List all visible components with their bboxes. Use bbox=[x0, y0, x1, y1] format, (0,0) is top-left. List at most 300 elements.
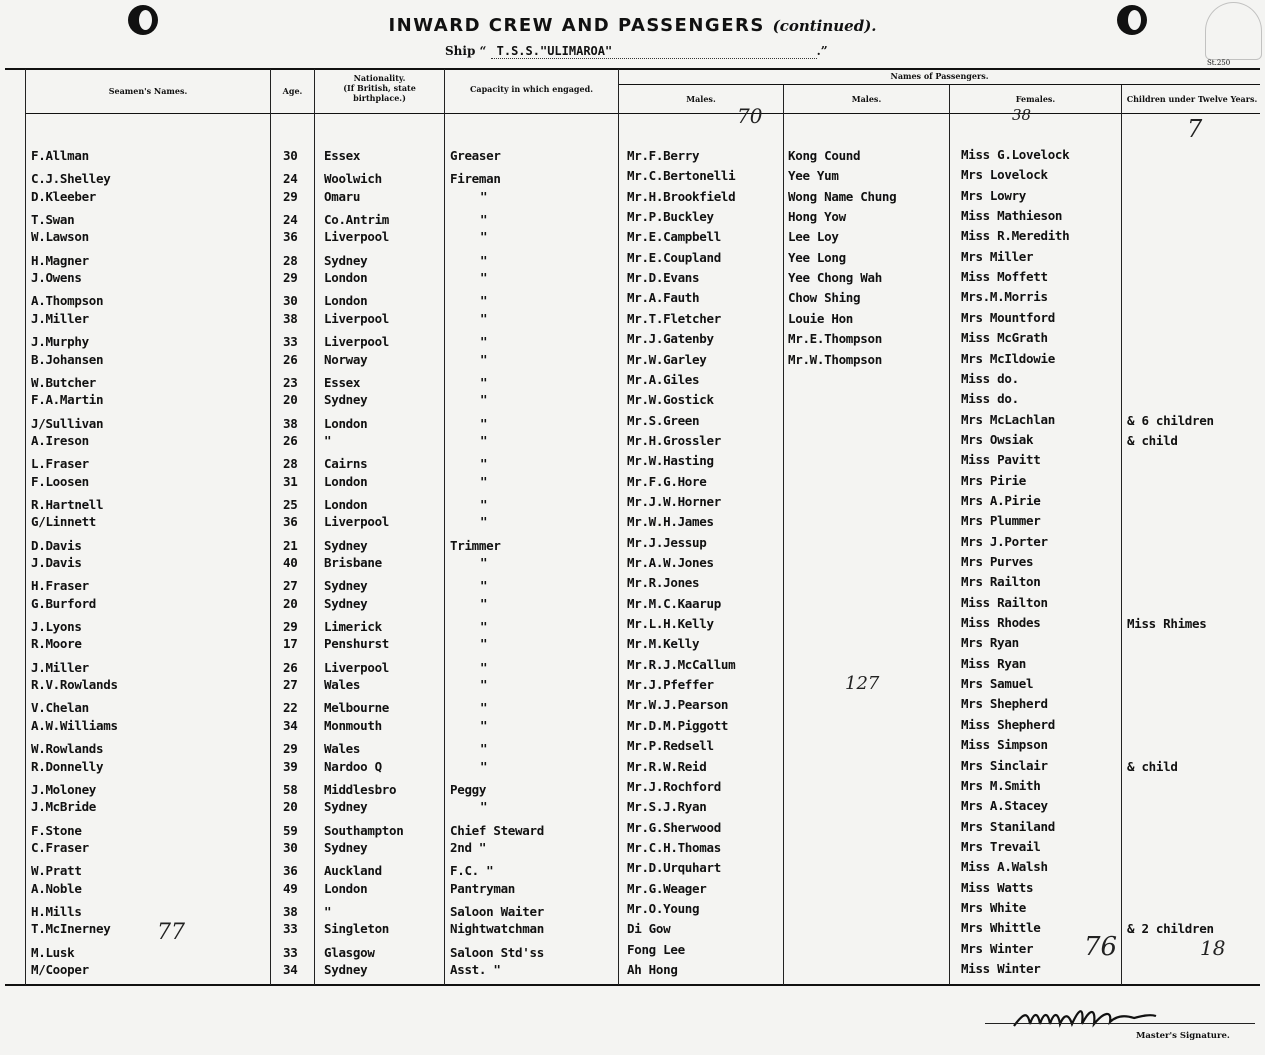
male-passenger: Mr.P.Buckley bbox=[627, 209, 714, 225]
male-passenger: Mr.G.Sherwood bbox=[627, 819, 721, 835]
header-bottom-rule bbox=[25, 113, 1260, 114]
male-passenger-2: Yee Long bbox=[788, 249, 846, 265]
title-continued: (continued). bbox=[772, 17, 877, 35]
ship-name: T.S.S."ULIMAROA" bbox=[491, 44, 817, 59]
male-passenger: Mr.F.Berry bbox=[627, 148, 700, 163]
female-passenger: Mrs Shepherd bbox=[961, 696, 1048, 712]
crew-name: R.Donnelly bbox=[31, 758, 104, 774]
crew-nationality: London bbox=[324, 293, 368, 309]
crew-name: T.McInerney bbox=[31, 921, 111, 937]
crew-name: R.Moore bbox=[31, 636, 82, 652]
crew-age: 30 bbox=[283, 839, 298, 855]
male-passenger: Mr.J.Rochford bbox=[627, 778, 721, 794]
crew-age: 58 bbox=[283, 781, 298, 797]
crew-capacity: " bbox=[480, 351, 488, 367]
male-passenger: Mr.D.Evans bbox=[627, 270, 700, 286]
crew-capacity: " bbox=[480, 415, 488, 431]
crew-capacity: " bbox=[480, 659, 488, 675]
crew-nationality: Melbourne bbox=[324, 700, 390, 716]
table-bottom-rule bbox=[5, 984, 1260, 986]
crew-name: G/Linnett bbox=[31, 514, 97, 530]
crew-age: 33 bbox=[283, 334, 298, 350]
crew-capacity: " bbox=[480, 374, 488, 390]
female-passenger: Mrs Samuel bbox=[961, 676, 1034, 692]
handwritten-males-count: 70 bbox=[737, 104, 763, 128]
form-number: St.250 bbox=[1207, 59, 1231, 67]
female-passenger: Miss A.Walsh bbox=[961, 859, 1048, 875]
female-passenger: Mrs A.Stacey bbox=[961, 798, 1048, 814]
male-passenger: Mr.O.Young bbox=[627, 900, 700, 916]
female-passenger: Miss Simpson bbox=[961, 737, 1048, 753]
male-passenger-2: Wong Name Chung bbox=[788, 188, 897, 204]
male-passenger-2: Kong Cound bbox=[788, 148, 861, 163]
male-passenger: Mr.W.Gostick bbox=[627, 392, 714, 408]
handwritten-mark: 127 bbox=[845, 673, 880, 694]
female-passenger: Miss R.Meredith bbox=[961, 228, 1070, 244]
crew-nationality: London bbox=[324, 270, 368, 286]
female-passenger: Mrs Staniland bbox=[961, 818, 1055, 834]
crew-nationality: Sydney bbox=[324, 839, 368, 855]
passenger-subheader-rule bbox=[618, 84, 1260, 85]
crew-nationality: Limerick bbox=[324, 619, 382, 635]
crew-name: F.A.Martin bbox=[31, 392, 104, 408]
female-passenger: Miss G.Lovelock bbox=[961, 147, 1070, 162]
crew-age: 26 bbox=[283, 432, 298, 448]
male-passenger: Mr.F.G.Hore bbox=[627, 473, 707, 489]
male-passenger: Mr.P.Redsell bbox=[627, 738, 714, 754]
crew-nationality: Sydney bbox=[324, 962, 368, 977]
crew-capacity: Trimmer bbox=[450, 537, 501, 553]
male-passenger: Mr.G.Weager bbox=[627, 880, 707, 896]
page-title bbox=[0, 15, 1265, 36]
crew-nationality: London bbox=[324, 496, 368, 512]
crew-capacity: " bbox=[480, 578, 488, 594]
female-passenger: Miss Winter bbox=[961, 961, 1041, 976]
crew-age: 30 bbox=[283, 293, 298, 309]
crew-name: A.Ireson bbox=[31, 432, 89, 448]
crew-nationality: Sydney bbox=[324, 595, 368, 611]
female-passenger: Mrs A.Pirie bbox=[961, 492, 1041, 508]
crew-nationality: London bbox=[324, 473, 368, 489]
female-passenger: Mrs M.Smith bbox=[961, 777, 1041, 793]
crew-name: D.Davis bbox=[31, 537, 82, 553]
male-passenger-2: Mr.E.Thompson bbox=[788, 331, 882, 347]
male-passenger: Mr.J.Jessup bbox=[627, 534, 707, 550]
crew-nationality: Liverpool bbox=[324, 310, 390, 326]
female-passenger: Mrs Lovelock bbox=[961, 167, 1048, 183]
crew-nationality: London bbox=[324, 415, 368, 431]
signature-line bbox=[985, 1023, 1255, 1024]
male-passenger: Mr.M.C.Kaarup bbox=[627, 595, 721, 611]
crew-name: W.Pratt bbox=[31, 863, 82, 879]
female-passenger: Mrs McLachlan bbox=[961, 411, 1055, 427]
female-passenger: Mrs Trevail bbox=[961, 838, 1041, 854]
crew-nationality: Liverpool bbox=[324, 514, 390, 530]
female-passenger: Mrs White bbox=[961, 899, 1027, 915]
female-passenger: Miss Watts bbox=[961, 879, 1034, 895]
male-passenger: Mr.T.Fletcher bbox=[627, 310, 721, 326]
crew-capacity: " bbox=[480, 310, 488, 326]
crew-capacity: " bbox=[480, 270, 488, 286]
crew-capacity: " bbox=[480, 334, 488, 350]
crew-name: T.Swan bbox=[31, 212, 75, 228]
crew-name: M/Cooper bbox=[31, 962, 89, 977]
male-passenger: Mr.D.M.Piggott bbox=[627, 717, 729, 733]
crew-age: 26 bbox=[283, 351, 298, 367]
male-passenger: Mr.A.Giles bbox=[627, 371, 700, 387]
crew-capacity: " bbox=[480, 595, 488, 611]
female-passenger: Mrs Lowry bbox=[961, 187, 1027, 203]
crew-age: 38 bbox=[283, 415, 298, 431]
table-top-rule bbox=[5, 68, 1260, 70]
crew-name: J.Miller bbox=[31, 659, 89, 675]
male-passenger: Mr.C.Bertonelli bbox=[627, 168, 736, 184]
crew-age: 23 bbox=[283, 374, 298, 390]
column-divider bbox=[618, 69, 619, 985]
crew-age: 27 bbox=[283, 578, 298, 594]
crew-age: 20 bbox=[283, 595, 298, 611]
crew-age: 27 bbox=[283, 677, 298, 693]
female-passenger: Mrs Mountford bbox=[961, 309, 1055, 325]
crew-name: R.Hartnell bbox=[31, 496, 104, 512]
male-passenger: Mr.W.H.James bbox=[627, 514, 714, 530]
crew-age: 34 bbox=[283, 717, 298, 733]
crew-nationality: Essex bbox=[324, 374, 361, 390]
crew-nationality: Sydney bbox=[324, 578, 368, 594]
crew-age: 59 bbox=[283, 822, 298, 838]
crew-age: 28 bbox=[283, 252, 298, 268]
female-passenger: Mrs Winter bbox=[961, 940, 1034, 956]
crew-capacity: " bbox=[480, 758, 488, 774]
crew-age: 49 bbox=[283, 880, 298, 896]
crew-name: J.Miller bbox=[31, 310, 89, 326]
header-passengers: Names of Passengers. bbox=[890, 71, 989, 81]
male-passenger: Mr.L.H.Kelly bbox=[627, 616, 714, 632]
handwritten-female-total: 76 bbox=[1084, 932, 1118, 962]
female-passenger: Miss Mathieson bbox=[961, 208, 1063, 224]
female-passenger: Miss Ryan bbox=[961, 655, 1027, 671]
crew-capacity: " bbox=[480, 514, 488, 530]
crew-nationality: Singleton bbox=[324, 921, 390, 937]
column-divider bbox=[949, 85, 950, 985]
crew-nationality: Omaru bbox=[324, 188, 361, 204]
crew-age: 29 bbox=[283, 741, 298, 757]
female-passenger: Mrs Plummer bbox=[961, 513, 1041, 529]
crew-nationality: Sydney bbox=[324, 799, 368, 815]
crew-nationality: Liverpool bbox=[324, 659, 390, 675]
male-passenger-2: Yee Chong Wah bbox=[788, 270, 882, 286]
crew-name: F.Stone bbox=[31, 822, 82, 838]
crew-capacity: " bbox=[480, 636, 488, 652]
crew-nationality: Sydney bbox=[324, 252, 368, 268]
male-passenger: Mr.J.W.Horner bbox=[627, 493, 721, 509]
column-divider bbox=[1121, 85, 1122, 985]
crew-name: J.McBride bbox=[31, 799, 97, 815]
crew-name: W.Rowlands bbox=[31, 741, 104, 757]
header-males-1: Males. bbox=[686, 94, 716, 104]
crew-capacity: 2nd " bbox=[450, 839, 487, 855]
crew-nationality: Auckland bbox=[324, 863, 382, 879]
male-passenger: Mr.S.J.Ryan bbox=[627, 799, 707, 815]
column-divider bbox=[270, 69, 271, 985]
crew-capacity: " bbox=[480, 392, 488, 408]
male-passenger: Fong Lee bbox=[627, 941, 685, 957]
male-passenger-2: Hong Yow bbox=[788, 209, 846, 225]
signature-label: Master's Signature. bbox=[1136, 1031, 1230, 1041]
crew-name: V.Chelan bbox=[31, 700, 89, 716]
crew-age: 30 bbox=[283, 148, 298, 163]
male-passenger-2: Mr.W.Thompson bbox=[788, 351, 882, 367]
male-passenger-2: Lee Loy bbox=[788, 229, 839, 245]
crew-capacity: " bbox=[480, 741, 488, 757]
crew-nationality: London bbox=[324, 880, 368, 896]
crew-capacity: " bbox=[480, 456, 488, 472]
female-passenger: Mrs Sinclair bbox=[961, 757, 1048, 773]
header-females: Females. bbox=[1015, 94, 1056, 104]
crew-nationality: Essex bbox=[324, 148, 361, 163]
crew-capacity: Greaser bbox=[450, 148, 501, 163]
crew-capacity: " bbox=[480, 700, 488, 716]
crew-name: J.Lyons bbox=[31, 619, 82, 635]
female-passenger: Mrs Whittle bbox=[961, 920, 1041, 936]
female-passenger: Miss Rhodes bbox=[961, 615, 1041, 631]
master-signature-scrawl bbox=[1010, 1004, 1160, 1032]
crew-capacity: " bbox=[480, 799, 488, 815]
header-age: Age. bbox=[282, 86, 303, 96]
crew-name: C.J.Shelley bbox=[31, 171, 111, 187]
female-passenger: Miss McGrath bbox=[961, 330, 1048, 346]
male-passenger-2: Yee Yum bbox=[788, 168, 839, 184]
children-note: & child bbox=[1127, 432, 1178, 448]
title-text: INWARD CREW AND PASSENGERS bbox=[388, 15, 765, 36]
female-passenger: Mrs Miller bbox=[961, 248, 1034, 264]
crew-capacity: Nightwatchman bbox=[450, 921, 544, 937]
crew-capacity: " bbox=[480, 619, 488, 635]
crew-nationality: Sydney bbox=[324, 392, 368, 408]
crew-name: M.Lusk bbox=[31, 944, 75, 960]
male-passenger: Mr.J.Gatenby bbox=[627, 331, 714, 347]
crew-name: A.Thompson bbox=[31, 293, 104, 309]
male-passenger: Mr.E.Coupland bbox=[627, 249, 721, 265]
crew-name: C.Fraser bbox=[31, 839, 89, 855]
crew-age: 36 bbox=[283, 863, 298, 879]
crew-age: 36 bbox=[283, 514, 298, 530]
crew-nationality: Middlesbro bbox=[324, 781, 397, 797]
male-passenger: Mr.J.Pfeffer bbox=[627, 677, 714, 693]
crew-age: 29 bbox=[283, 619, 298, 635]
female-passenger: Mrs J.Porter bbox=[961, 533, 1048, 549]
crew-capacity: " bbox=[480, 555, 488, 570]
header-capacity: Capacity in which engaged. bbox=[470, 84, 593, 94]
female-passenger: Mrs Purves bbox=[961, 554, 1034, 569]
crew-name: H.Fraser bbox=[31, 578, 89, 594]
female-passenger: Miss Pavitt bbox=[961, 452, 1041, 468]
female-passenger: Miss Moffett bbox=[961, 269, 1048, 285]
crew-age: 24 bbox=[283, 212, 298, 228]
ship-line bbox=[445, 44, 828, 59]
female-passenger: Mrs McIldowie bbox=[961, 350, 1055, 366]
crew-capacity: " bbox=[480, 432, 488, 448]
header-children: Children under Twelve Years. bbox=[1126, 94, 1258, 104]
crew-capacity: " bbox=[480, 293, 488, 309]
crew-nationality: Brisbane bbox=[324, 555, 382, 570]
male-passenger-2: Louie Hon bbox=[788, 310, 854, 326]
crew-name: A.W.Williams bbox=[31, 717, 118, 733]
crew-age: 38 bbox=[283, 903, 298, 919]
crew-nationality: Wales bbox=[324, 677, 361, 693]
male-passenger: Mr.C.H.Thomas bbox=[627, 839, 721, 855]
crew-age: 36 bbox=[283, 229, 298, 245]
crew-age: 29 bbox=[283, 270, 298, 286]
crew-name: W.Lawson bbox=[31, 229, 89, 245]
male-passenger: Ah Hong bbox=[627, 962, 678, 977]
ship-label: Ship bbox=[445, 44, 476, 58]
header-males-2: Males. bbox=[851, 94, 882, 104]
header-seamen: Seamen's Names. bbox=[108, 86, 188, 96]
crew-age: 38 bbox=[283, 310, 298, 326]
crew-age: 20 bbox=[283, 799, 298, 815]
crew-nationality: Nardoo Q bbox=[324, 758, 382, 774]
male-passenger: Di Gow bbox=[627, 921, 671, 937]
crew-capacity: Asst. " bbox=[450, 962, 501, 977]
crew-name: L.Fraser bbox=[31, 456, 89, 472]
crew-age: 31 bbox=[283, 473, 298, 489]
crew-name: W.Butcher bbox=[31, 374, 97, 390]
crew-capacity: " bbox=[480, 677, 488, 693]
crew-name: F.Loosen bbox=[31, 473, 89, 489]
crew-name: J.Murphy bbox=[31, 334, 89, 350]
crew-capacity: Fireman bbox=[450, 171, 501, 187]
crew-capacity: " bbox=[480, 188, 488, 204]
crew-nationality: Wales bbox=[324, 741, 361, 757]
male-passenger: Mr.H.Grossler bbox=[627, 432, 721, 448]
crew-capacity: F.C. " bbox=[450, 863, 494, 879]
crew-name: J/Sullivan bbox=[31, 415, 104, 431]
column-divider bbox=[783, 85, 784, 985]
handwritten-children-count: 7 bbox=[1187, 115, 1203, 143]
crew-nationality: Woolwich bbox=[324, 171, 382, 187]
male-passenger: Mr.A.W.Jones bbox=[627, 555, 714, 570]
male-passenger: Mr.H.Brookfield bbox=[627, 188, 736, 204]
crew-capacity: " bbox=[480, 496, 488, 512]
crew-age: 25 bbox=[283, 496, 298, 512]
crew-age: 21 bbox=[283, 537, 298, 553]
header-nationality-note: (If British, state birthplace.) bbox=[343, 83, 416, 103]
crew-capacity: Peggy bbox=[450, 781, 487, 797]
crew-age: 34 bbox=[283, 962, 298, 977]
crew-age: 33 bbox=[283, 944, 298, 960]
children-note: & 2 children bbox=[1127, 921, 1214, 937]
crew-capacity: Saloon Waiter bbox=[450, 903, 544, 919]
crew-capacity: Saloon Std'ss bbox=[450, 944, 544, 960]
children-note: & child bbox=[1127, 758, 1178, 774]
male-passenger-2: Chow Shing bbox=[788, 290, 861, 306]
female-passenger: Miss do. bbox=[961, 391, 1019, 407]
crew-age: 22 bbox=[283, 700, 298, 716]
crew-nationality: Southampton bbox=[324, 822, 404, 838]
ship-open-quote: “ bbox=[479, 44, 487, 58]
crew-nationality: " bbox=[324, 903, 332, 919]
header-nationality-label: Nationality. bbox=[353, 73, 406, 83]
crew-age: 20 bbox=[283, 392, 298, 408]
crew-age: 17 bbox=[283, 636, 298, 652]
crew-nationality: Norway bbox=[324, 351, 368, 367]
crew-age: 33 bbox=[283, 921, 298, 937]
female-passenger: Miss do. bbox=[961, 370, 1019, 386]
crew-nationality: Cairns bbox=[324, 456, 368, 472]
handwritten-females-count: 38 bbox=[1012, 106, 1032, 124]
crew-age: 24 bbox=[283, 171, 298, 187]
crew-nationality: Monmouth bbox=[324, 717, 382, 733]
column-divider bbox=[444, 69, 445, 985]
male-passenger: Mr.W.Hasting bbox=[627, 453, 714, 469]
crew-age: 40 bbox=[283, 555, 298, 570]
column-divider bbox=[314, 69, 315, 985]
crew-nationality: " bbox=[324, 432, 332, 448]
crew-capacity: " bbox=[480, 473, 488, 489]
column-divider bbox=[25, 69, 26, 985]
male-passenger: Mr.A.Fauth bbox=[627, 290, 700, 306]
handwritten-crew-count: 77 bbox=[157, 920, 185, 945]
crew-name: J.Moloney bbox=[31, 781, 97, 797]
crew-age: 26 bbox=[283, 659, 298, 675]
crew-nationality: Co.Antrim bbox=[324, 212, 390, 228]
female-passenger: Mrs Railton bbox=[961, 574, 1041, 590]
crew-age: 29 bbox=[283, 188, 298, 204]
male-passenger: Mr.E.Campbell bbox=[627, 229, 721, 245]
crew-name: B.Johansen bbox=[31, 351, 104, 367]
children-note: & 6 children bbox=[1127, 412, 1214, 428]
male-passenger: Mr.W.J.Pearson bbox=[627, 697, 729, 713]
crew-age: 39 bbox=[283, 758, 298, 774]
crew-name: J.Davis bbox=[31, 555, 82, 570]
female-passenger: Mrs Ryan bbox=[961, 635, 1019, 651]
female-passenger: Miss Shepherd bbox=[961, 716, 1055, 732]
ship-close-quote: .” bbox=[816, 44, 828, 58]
crew-name: A.Noble bbox=[31, 880, 82, 896]
crew-nationality: Sydney bbox=[324, 537, 368, 553]
crew-nationality: Liverpool bbox=[324, 229, 390, 245]
crew-name: F.Allman bbox=[31, 148, 89, 163]
male-passenger: Mr.R.Jones bbox=[627, 575, 700, 591]
crew-name: H.Mills bbox=[31, 903, 82, 919]
crew-name: H.Magner bbox=[31, 252, 89, 268]
female-passenger: Mrs Pirie bbox=[961, 472, 1027, 488]
crew-name: D.Kleeber bbox=[31, 188, 97, 204]
crew-capacity: " bbox=[480, 717, 488, 733]
female-passenger: Mrs Owsiak bbox=[961, 431, 1034, 447]
male-passenger: Mr.R.W.Reid bbox=[627, 758, 707, 774]
crew-age: 28 bbox=[283, 456, 298, 472]
crew-name: G.Burford bbox=[31, 595, 97, 611]
handwritten-children-total: 18 bbox=[1200, 936, 1226, 960]
male-passenger: Mr.D.Urquhart bbox=[627, 860, 721, 876]
male-passenger: Mr.M.Kelly bbox=[627, 636, 700, 652]
crew-nationality: Liverpool bbox=[324, 334, 390, 350]
male-passenger: Mr.R.J.McCallum bbox=[627, 656, 736, 672]
male-passenger: Mr.S.Green bbox=[627, 412, 700, 428]
crew-capacity: " bbox=[480, 229, 488, 245]
children-note: Miss Rhimes bbox=[1127, 616, 1207, 632]
crew-nationality: Glasgow bbox=[324, 944, 375, 960]
crew-capacity: Pantryman bbox=[450, 880, 516, 896]
crew-nationality: Penshurst bbox=[324, 636, 390, 652]
female-passenger: Mrs.M.Morris bbox=[961, 289, 1048, 305]
crew-name: R.V.Rowlands bbox=[31, 677, 118, 693]
crew-capacity: " bbox=[480, 212, 488, 228]
male-passenger: Mr.W.Garley bbox=[627, 351, 707, 367]
crew-capacity: Chief Steward bbox=[450, 822, 544, 838]
